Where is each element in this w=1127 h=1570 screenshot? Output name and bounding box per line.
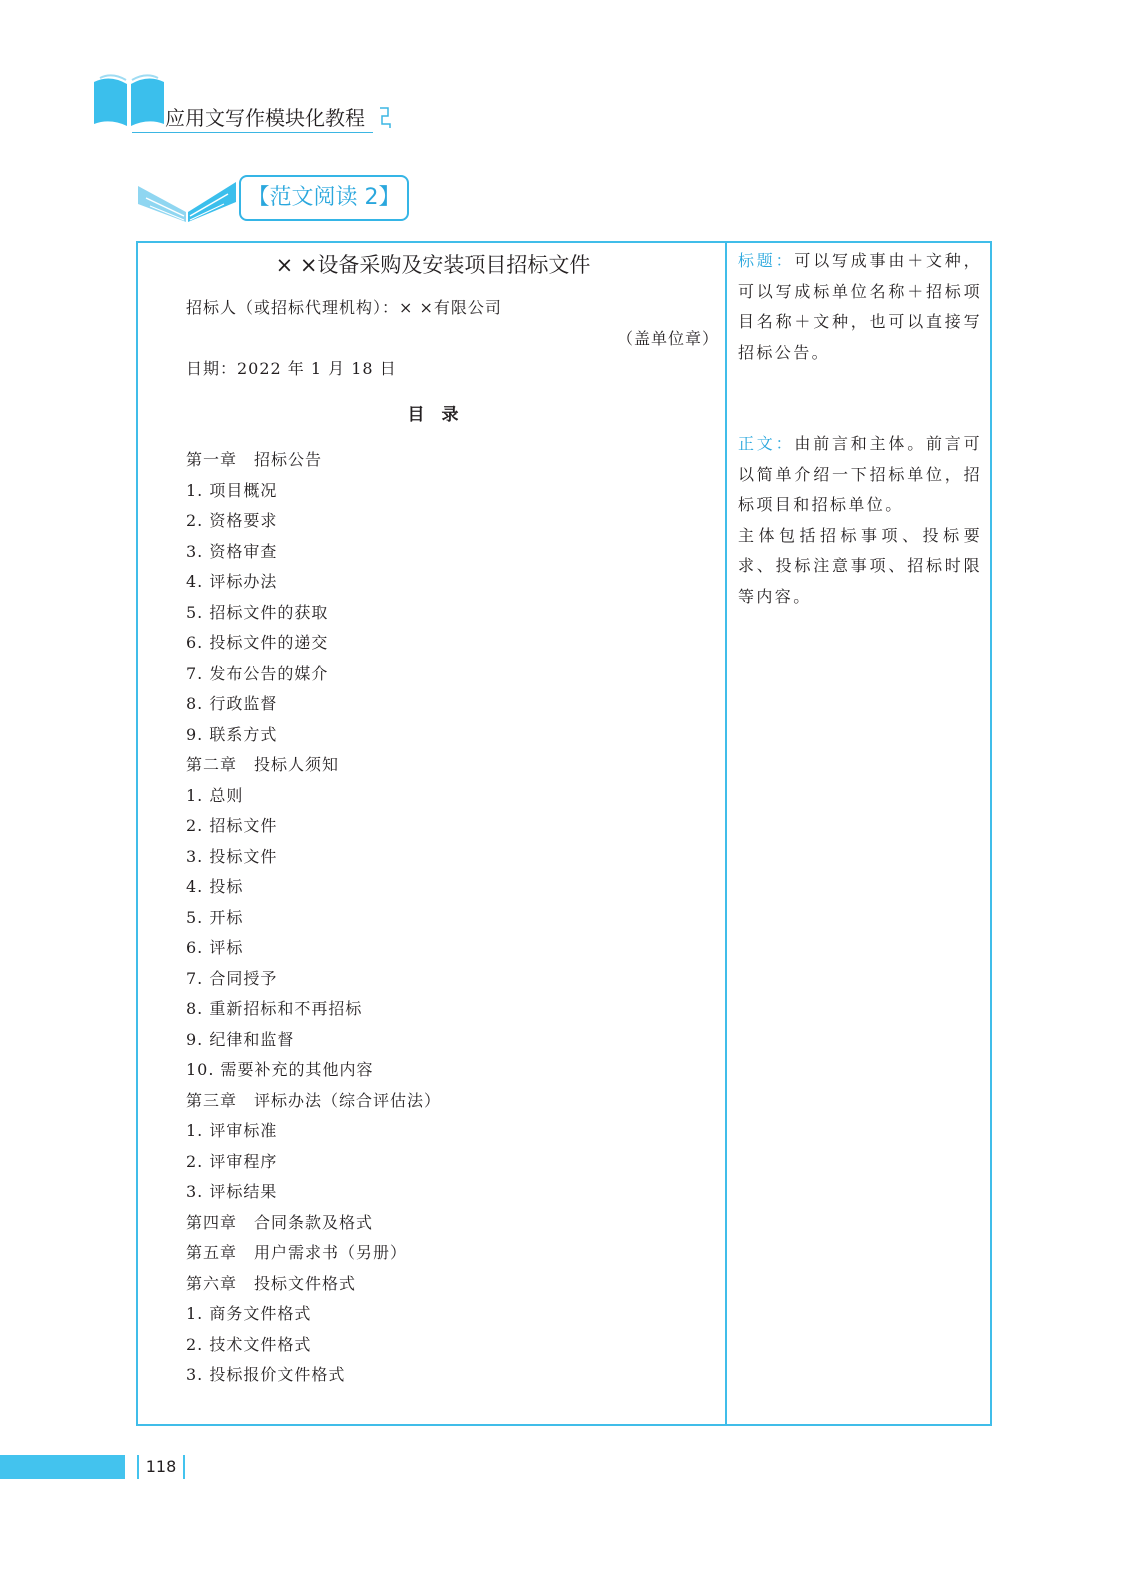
toc-item: 2. 资格要求: [186, 511, 278, 530]
toc-item: 3. 评标结果: [186, 1182, 278, 1201]
toc-item: 第六章 投标文件格式: [186, 1273, 357, 1293]
date-line: 日期：2022 年 1 月 18 日: [186, 359, 397, 378]
toc-item: 3. 资格审查: [186, 541, 278, 561]
body-annotation: [738, 429, 982, 612]
toc-item: 2. 评审程序: [186, 1151, 278, 1171]
body-annotation-key: 正文：: [738, 434, 795, 453]
section-book-icon: [136, 178, 238, 224]
table-of-contents: [186, 448, 441, 1394]
section-label: 【范文阅读 2】: [239, 175, 409, 221]
title-annotation-text: 可以写成事由＋文种，可以写成标单位名称＋招标项目名称＋文种，也可以直接写招标公告。: [738, 251, 982, 362]
toc-item: 1. 项目概况: [186, 480, 278, 500]
toc-item: 6. 评标: [186, 938, 244, 957]
title-annotation: [738, 246, 982, 368]
toc-item: 8. 重新招标和不再招标: [186, 999, 363, 1018]
page-number: 118: [145, 1457, 177, 1476]
document-title: × ×设备采购及安装项目招标文件: [275, 253, 591, 277]
toc-item: 4. 投标: [186, 877, 244, 896]
tenderer-line: 招标人（或招标代理机构）：× ×有限公司: [186, 298, 502, 317]
toc-item: 10. 需要补充的其他内容: [186, 1060, 374, 1079]
toc-item: 3. 投标报价文件格式: [186, 1365, 346, 1384]
toc-item: 9. 纪律和监督: [186, 1029, 295, 1049]
toc-item: 4. 评标办法: [186, 572, 278, 591]
toc-item: 5. 招标文件的获取: [186, 602, 329, 622]
header-ornament-icon: [378, 106, 392, 130]
toc-item: 第三章 评标办法（综合评估法）: [186, 1090, 442, 1110]
footer-color-bar: [0, 1455, 125, 1479]
toc-item: 7. 合同授予: [186, 968, 278, 988]
toc-item: 7. 发布公告的媒介: [186, 663, 329, 683]
toc-item: 第一章 招标公告: [186, 450, 323, 469]
toc-item: 第四章 合同条款及格式: [186, 1212, 374, 1232]
toc-item: 6. 投标文件的递交: [186, 633, 329, 652]
toc-item: 第二章 投标人须知: [186, 755, 340, 774]
book-title: 应用文写作模块化教程: [132, 104, 373, 133]
toc-item: 1. 商务文件格式: [186, 1304, 312, 1323]
toc-item: 9. 联系方式: [186, 724, 278, 744]
toc-item: 3. 投标文件: [186, 846, 278, 866]
toc-item: 1. 评审标准: [186, 1121, 278, 1140]
toc-item: 2. 招标文件: [186, 816, 278, 835]
seal-note: （盖单位章）: [617, 329, 720, 348]
toc-item: 5. 开标: [186, 907, 244, 927]
toc-item: 2. 技术文件格式: [186, 1334, 312, 1354]
toc-item: 1. 总则: [186, 785, 244, 805]
toc-item: 第五章 用户需求书（另册）: [186, 1243, 408, 1262]
title-annotation-key: 标题：: [738, 251, 795, 270]
toc-item: 8. 行政监督: [186, 694, 278, 713]
body-annotation-text: 由前言和主体。前言可以简单介绍一下招标单位，招标项目和招标单位。: [738, 434, 982, 514]
body-annotation-text-2: 主体包括招标事项、投标要求、投标注意事项、招标时限等内容。: [738, 525, 982, 606]
footer-tick-right: [183, 1455, 185, 1479]
toc-heading: 目 录: [407, 405, 459, 425]
